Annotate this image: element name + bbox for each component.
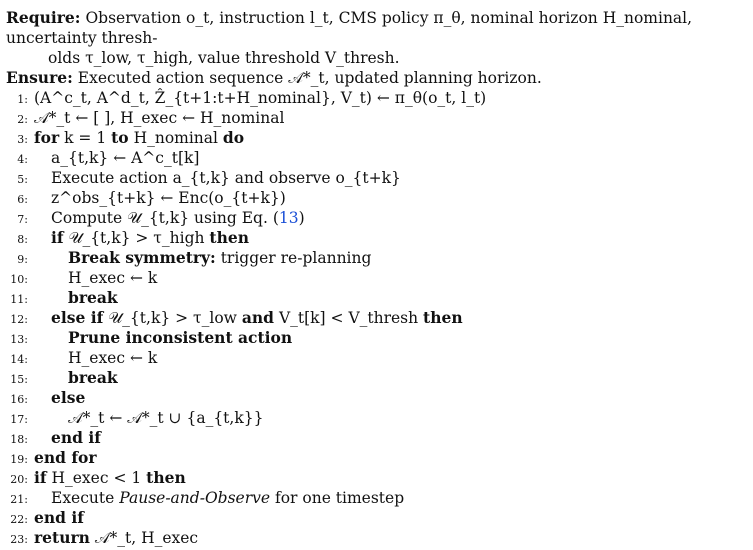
- line-text: k = 1: [59, 129, 112, 147]
- keyword: Break symmetry:: [68, 248, 216, 267]
- line-content: [34, 508, 84, 528]
- line-content: [34, 328, 292, 348]
- keyword: return: [34, 528, 90, 547]
- line-number: 6:: [17, 193, 28, 206]
- keyword: then: [146, 468, 186, 487]
- line-text: 𝒰_{t,k} > τ_low: [103, 309, 242, 327]
- keyword: do: [222, 128, 245, 147]
- line-text: (A^c_t, A^d_t, Ẑ_{t+1:t+H_nominal}, V_t) ← π_θ(o_t, l_t): [34, 89, 487, 107]
- line-text: 𝒜*_t ← 𝒜*_t ∪ {a_{t,k}}: [68, 409, 264, 427]
- algorithm-line: [6, 108, 748, 128]
- line-content: [34, 148, 199, 168]
- algorithm-line: [6, 468, 748, 488]
- line-content: [34, 388, 85, 408]
- line-number: 21:: [10, 493, 28, 506]
- line-number: 8:: [17, 233, 28, 246]
- line-number: 4:: [17, 153, 28, 166]
- line-text: Execute: [51, 489, 120, 507]
- line-content: [34, 288, 118, 308]
- keyword: if: [51, 228, 64, 247]
- line-content: [34, 188, 286, 208]
- line-text: ): [298, 209, 305, 227]
- algorithm-line: [6, 368, 748, 388]
- line-number: 13:: [10, 333, 28, 346]
- line-content: [34, 308, 463, 328]
- algorithm-line: [6, 208, 748, 228]
- line-text: V_t[k] < V_thresh: [274, 309, 424, 327]
- require-line: [6, 8, 748, 48]
- keyword: break: [68, 288, 118, 307]
- algorithm-line: [6, 508, 748, 528]
- line-number: 14:: [10, 353, 28, 366]
- ensure-label: Ensure:: [6, 68, 73, 87]
- line-number: 16:: [10, 393, 28, 406]
- line-text: for one timestep: [270, 489, 405, 507]
- line-text: 𝒜*_t ← [ ], H_exec ← H_nominal: [34, 109, 285, 127]
- line-content: [34, 108, 284, 128]
- keyword: for: [34, 128, 60, 147]
- line-number: 18:: [10, 433, 28, 446]
- line-number: 19:: [10, 453, 28, 466]
- line-number: 15:: [10, 373, 28, 386]
- keyword: else: [51, 388, 86, 407]
- algorithm-line: [6, 288, 748, 308]
- keyword: end if: [34, 508, 84, 527]
- keyword: to: [111, 128, 129, 147]
- line-content: [34, 468, 186, 488]
- keyword: if: [34, 468, 47, 487]
- algorithm-line: [6, 88, 748, 108]
- keyword: Prune inconsistent action: [68, 328, 293, 347]
- algorithm-line: [6, 168, 748, 188]
- require-text: Observation o_t, instruction l_t, CMS policy π_θ, nominal horizon H_nominal, uncertainty thresh-: [6, 9, 693, 47]
- line-text: a_{t,k} ← A^c_t[k]: [51, 149, 200, 167]
- keyword: end if: [51, 428, 101, 447]
- ensure-text: Executed action sequence 𝒜*_t, updated planning horizon.: [77, 69, 542, 87]
- line-content: [34, 348, 157, 368]
- line-number: 11:: [10, 293, 28, 306]
- algorithm-line: [6, 128, 748, 148]
- line-content: [34, 528, 198, 548]
- algorithm-line: [6, 428, 748, 448]
- algorithm-line: [6, 228, 748, 248]
- line-content: [34, 448, 97, 468]
- line-content: [34, 228, 249, 248]
- line-content: [34, 488, 404, 508]
- line-number: 22:: [10, 513, 28, 526]
- algorithm-line: [6, 308, 748, 328]
- line-number: 17:: [10, 413, 28, 426]
- line-content: [34, 168, 401, 188]
- line-text: trigger re-planning: [215, 249, 372, 267]
- keyword: else if: [51, 308, 104, 327]
- keyword: and: [241, 308, 275, 327]
- require-line-continued: [6, 48, 748, 68]
- line-text: H_exec ← k: [68, 269, 158, 287]
- keyword: break: [68, 368, 118, 387]
- keyword: then: [209, 228, 249, 247]
- keyword: end for: [34, 448, 97, 467]
- line-text: Execute action a_{t,k} and observe o_{t+k}: [51, 169, 401, 187]
- line-text: Pause-and-Observe: [119, 489, 271, 507]
- algorithm-line: [6, 348, 748, 368]
- algorithm-line: [6, 328, 748, 348]
- line-number: 5:: [17, 173, 28, 186]
- line-text: 𝒰_{t,k} > τ_high: [63, 229, 210, 247]
- line-number: 1:: [17, 93, 28, 106]
- require-label: Require:: [6, 8, 81, 27]
- algorithm-line: [6, 388, 748, 408]
- line-number: 23:: [10, 533, 28, 546]
- algorithm-line: [6, 268, 748, 288]
- line-number: 12:: [10, 313, 28, 326]
- algorithm-line: [6, 188, 748, 208]
- line-content: [34, 268, 157, 288]
- algorithm-line: [6, 488, 748, 508]
- algorithm-line: [6, 448, 748, 468]
- line-number: 3:: [17, 133, 28, 146]
- line-content: [34, 208, 305, 228]
- line-text: z^obs_{t+k} ← Enc(o_{t+k}): [51, 189, 286, 207]
- algorithm-line: [6, 408, 748, 428]
- equation-reference[interactable]: 13: [278, 209, 299, 227]
- line-text: 𝒜*_t, H_exec: [89, 529, 199, 547]
- line-content: [34, 428, 101, 448]
- algorithm-block: [6, 8, 748, 548]
- line-text: H_exec < 1: [46, 469, 147, 487]
- keyword: then: [423, 308, 463, 327]
- algorithm-line: [6, 248, 748, 268]
- line-number: 10:: [10, 273, 28, 286]
- algorithm-line: [6, 528, 748, 548]
- line-number: 9:: [17, 253, 28, 266]
- line-number: 7:: [17, 213, 28, 226]
- line-content: [34, 408, 263, 428]
- line-content: [34, 128, 244, 148]
- algorithm-lines: [6, 88, 748, 548]
- line-number: 2:: [17, 113, 28, 126]
- line-text: Compute 𝒰_{t,k} using Eq. (: [51, 209, 279, 227]
- algorithm-line: [6, 148, 748, 168]
- line-number: 20:: [10, 473, 28, 486]
- line-content: [34, 248, 371, 268]
- ensure-line: [6, 68, 748, 88]
- line-text: H_exec ← k: [68, 349, 158, 367]
- line-content: [34, 88, 486, 108]
- require-text-continued: olds τ_low, τ_high, value threshold V_thresh.: [48, 49, 400, 67]
- line-content: [34, 368, 118, 388]
- line-text: H_nominal: [128, 129, 223, 147]
